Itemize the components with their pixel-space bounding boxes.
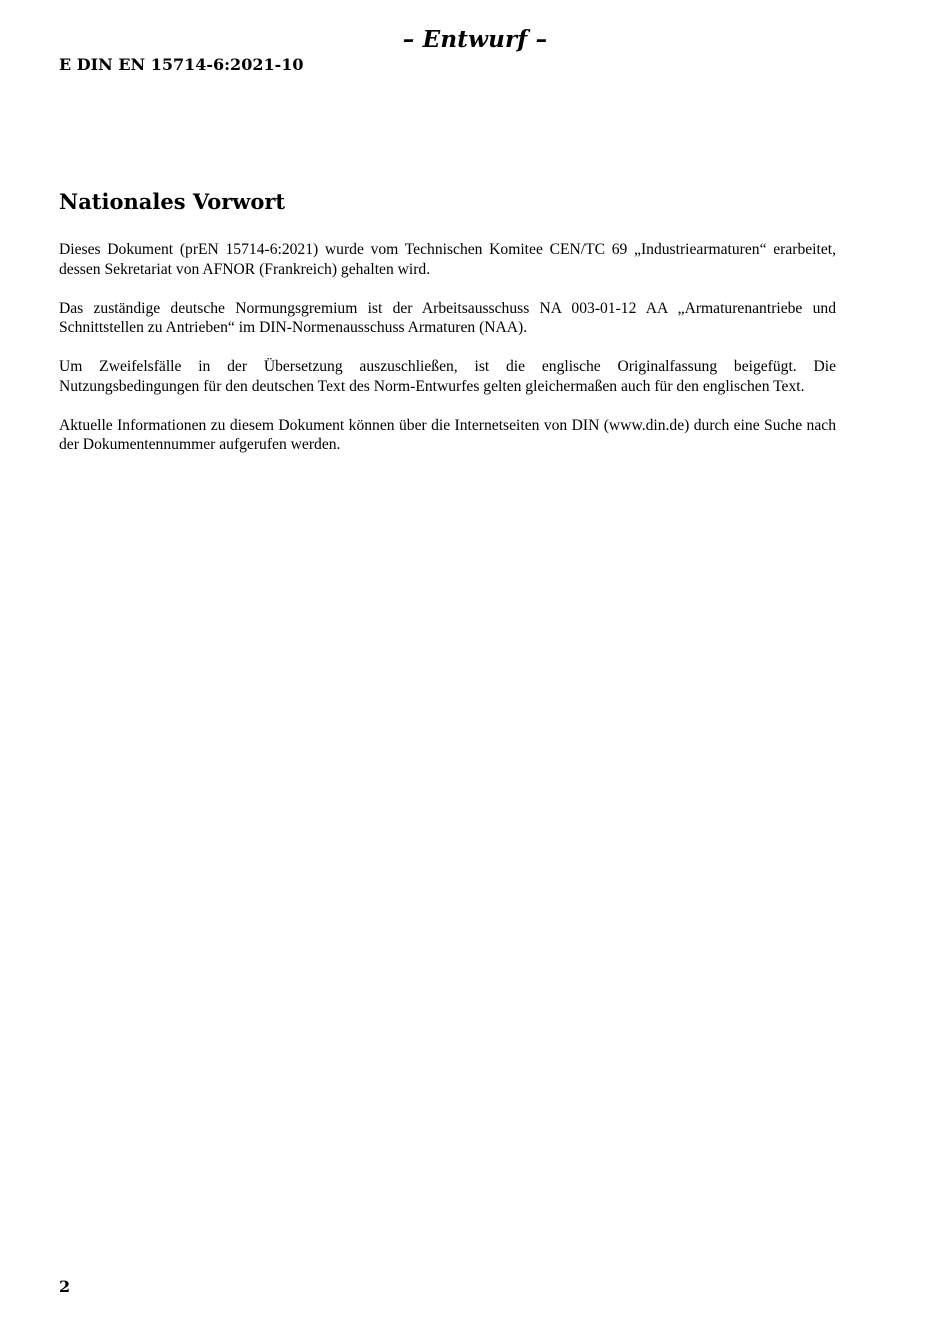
document-id: E DIN EN 15714-6:2021-10 [59, 55, 304, 74]
paragraph-working-group: Das zuständige deutsche Normungsgremium ist der Arbeitsausschuss NA 003-01-12 AA „Armaturenantriebe und Schnittstellen zu Antrieben“ im DIN-Normenausschuss Armaturen (NAA). [59, 299, 836, 336]
section-title: Nationales Vorwort [59, 189, 286, 214]
draft-banner: – Entwurf – [402, 26, 548, 53]
paragraph-information: Aktuelle Informationen zu diesem Dokument können über die Internetseiten von DIN (www.din.de) durch eine Suche nach der Dokumentennummer aufgerufen werden. [59, 416, 836, 453]
paragraph-translation: Um Zweifelsfälle in der Übersetzung auszuschließen, ist die englische Originalfassung beigefügt. Die Nutzungsbedingungen für den deutschen Text des Norm-Entwurfes gelten gleichermaßen auch für den englischen Text. [59, 358, 836, 395]
body-text [59, 240, 836, 474]
paragraph-committee: Dieses Dokument (prEN 15714-6:2021) wurde vom Technischen Komitee CEN/TC 69 „Industriearmaturen“ erarbeitet, dessen Sekretariat von AFNOR (Frankreich) gehalten wird. [59, 241, 836, 278]
page-number: 2 [59, 1277, 71, 1296]
